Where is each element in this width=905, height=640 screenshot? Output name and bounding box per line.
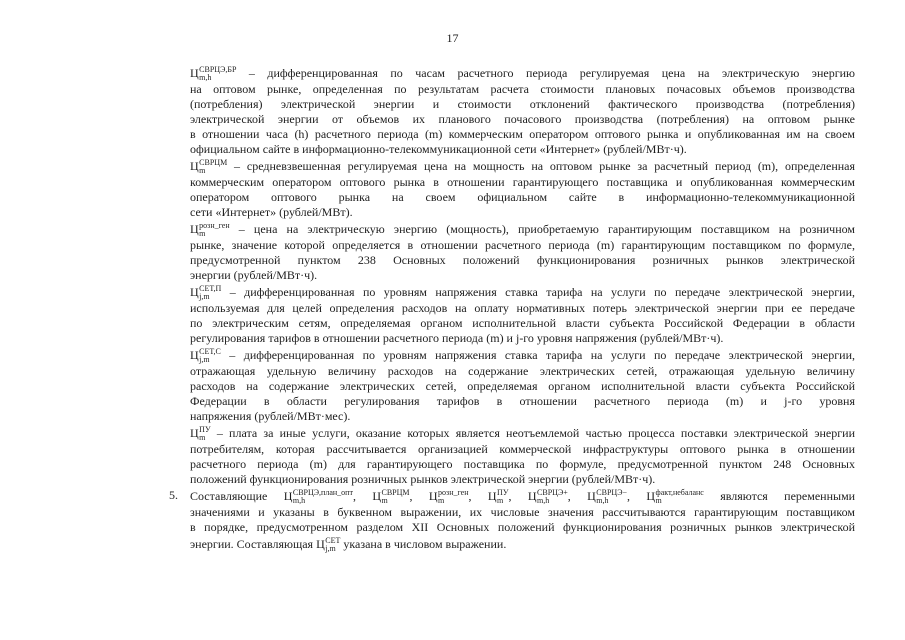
symbol-base: Ц — [190, 347, 199, 362]
symbol-subscript: j,m — [325, 543, 336, 553]
definition-first-line — [190, 157, 855, 175]
definition-line: коммерческим оператором оптового рынка в отношении гарантирующего поставщика и опубликованная коммерческим — [190, 174, 855, 189]
comma-separator: , — [409, 488, 413, 503]
definition-line: расчетного периода (m) для гарантирующего поставщика по формуле, предусмотренной пунктом 248 Основных — [190, 456, 855, 471]
definition-first-line — [190, 346, 855, 364]
symbol-subscript: m — [497, 495, 504, 505]
comma-separator: , — [567, 488, 571, 503]
definition-line: отражающая удельную величину расходов на содержание электрических сетей, отражающая удельную величину — [190, 363, 855, 378]
symbol-base: Ц — [190, 284, 199, 299]
symbol-svrtse-plus — [528, 488, 571, 505]
symbol-set — [316, 536, 340, 553]
definition-line: (потребления) электрической энергии и стоимости отклонений фактического производства (потребления) — [190, 96, 855, 111]
symbol-scripts — [381, 488, 409, 505]
symbol-subscript: m — [381, 495, 388, 505]
symbol-superscript: розн_ген — [438, 487, 469, 497]
symbol-scripts — [438, 488, 468, 505]
symbol-pu — [190, 425, 211, 442]
comma-separator: , — [627, 488, 630, 503]
symbol-svrtsm — [372, 488, 412, 505]
symbol-superscript: розн_ген — [199, 220, 230, 230]
symbol-subscript: m — [199, 228, 206, 238]
definition-set-p — [190, 283, 855, 346]
definition-first-line — [190, 424, 855, 442]
symbol-base: Ц — [190, 65, 199, 80]
symbol-superscript: СВРЦЭ,БР — [199, 64, 237, 74]
definition-svrtsm — [190, 157, 855, 220]
symbol-scripts — [596, 488, 627, 505]
symbol-scripts — [199, 347, 221, 364]
symbol-superscript: СВРЦМ — [381, 487, 410, 497]
symbol-base: Ц — [283, 488, 293, 503]
definition-line: по электрическим сетям, определяемая органом исполнительной власти субъекта Российской Федерации в области — [190, 315, 855, 330]
symbol-base: Ц — [587, 488, 596, 503]
item-5-line: в порядке, предусмотренном разделом XII Основных положений функционирования розничных рынков электрической — [190, 519, 855, 534]
item-5-first-line — [169, 487, 856, 505]
symbol-superscript: СВРЦЭ+ — [537, 487, 568, 497]
definition-text: – дифференцированная по уровням напряжения ставка тарифа на услуги по передаче электрической энергии, — [229, 284, 856, 299]
definition-line: используемая для целей определения расходов на оплату нормативных потерь электрической энергии при ее передаче — [190, 300, 855, 315]
symbol-set-p — [190, 284, 221, 301]
symbol-superscript: СВРЦМ — [199, 157, 228, 167]
definition-line: регулирования тарифов в отношении расчетного периода (m) и j-го уровня напряжения (рублей/МВт·ч). — [190, 330, 724, 345]
symbol-svrtse-plan-opt — [284, 488, 356, 505]
definition-line: расходов на содержание электрических сетей, определяемая органом исполнительной власти субъекта Российской — [190, 378, 855, 393]
definition-line: на оптовом рынке, определенная по результатам расчета стоимости плановых почасовых объемов производства — [190, 81, 855, 96]
symbol-scripts — [293, 488, 353, 505]
item-5-first-line-end: являются переменными — [720, 488, 856, 503]
symbol-scripts — [199, 65, 236, 82]
symbol-superscript: СВРЦЭ− — [596, 487, 627, 497]
item-5-last-line — [190, 535, 855, 553]
definition-text: – дифференцированная по уровням напряжения ставка тарифа на услуги по передаче электрической энергии, — [229, 347, 856, 362]
definition-pu — [190, 424, 855, 487]
symbol-superscript: ПУ — [497, 487, 509, 497]
symbol-subscript: m,h — [596, 495, 609, 505]
symbol-svrtse-minus — [587, 488, 630, 505]
symbol-rozn-gen — [429, 488, 472, 505]
comma-separator: , — [508, 488, 512, 503]
symbol-scripts — [497, 488, 508, 505]
definition-line: Федерации в области регулирования тарифов в отношении расчетного периода (m) и j-го уровня — [190, 393, 855, 408]
symbol-scripts — [325, 536, 340, 553]
symbol-subscript: m — [655, 495, 662, 505]
symbol-scripts — [199, 284, 221, 301]
item-5 — [169, 487, 856, 553]
definition-line: оператором оптового рынка на своем официальном сайте в информационно-телекоммуникационной — [190, 189, 855, 204]
symbol-superscript: СЕТ,П — [199, 283, 222, 293]
symbol-subscript: m — [199, 432, 206, 442]
definition-text: – цена на электрическую энергию (мощность), приобретаемую гарантирующим поставщиком на розничном — [238, 221, 855, 236]
symbol-scripts — [199, 425, 210, 442]
comma-separator: , — [352, 488, 356, 503]
symbol-base: Ц — [646, 488, 656, 503]
definition-text: – средневзвешенная регулируемая цена на мощность на оптовом рынке за расчетный период (m), определенная — [234, 158, 856, 173]
document-body — [169, 64, 856, 553]
definition-line: предусмотренной пунктом 238 Основных положений функционирования розничных рынков электрической — [190, 252, 855, 267]
symbol-subscript: m — [199, 165, 206, 175]
symbol-base: Ц — [527, 488, 537, 503]
definition-text: – плата за иные услуги, оказание которых является неотъемлемой частью процесса поставки электрической энергии — [216, 425, 856, 440]
definition-line: энергии (рублей/МВт·ч). — [190, 267, 318, 282]
symbol-scripts — [537, 488, 568, 505]
definition-line: напряжения (рублей/МВт·мес). — [190, 408, 351, 423]
definition-line: электрической энергии от объемов их планового почасового производства (потребления) на оптовом рынке — [190, 111, 855, 126]
definition-line: рынке, значение которой определяется в отношении расчетного периода (m) гарантирующим поставщиком по формуле, — [190, 237, 855, 252]
symbol-superscript: факт,небаланс — [655, 487, 704, 497]
definition-first-line — [190, 283, 855, 301]
symbol-subscript: m,h — [199, 72, 212, 82]
symbol-svrtsm — [190, 158, 227, 175]
symbol-superscript: СЕТ — [325, 535, 341, 545]
symbol-base: Ц — [487, 488, 497, 503]
comma-separator: , — [468, 488, 472, 503]
symbol-set-s — [190, 347, 221, 364]
symbol-scripts — [199, 158, 227, 175]
symbol-subscript: j,m — [199, 291, 210, 301]
symbol-pu — [488, 488, 512, 505]
item-5-last-line-end: указана в числовом выражении. — [343, 536, 507, 551]
symbol-scripts — [656, 488, 704, 505]
definition-line: в отношении часа (h) расчетного периода (m) коммерческим оператором оптового рынка и опубликованная им на своем — [190, 126, 855, 141]
symbol-superscript: СЕТ,С — [199, 346, 221, 356]
item-5-line: значениями и указаны в буквенном выражении, их числовые значения рассчитываются гарантирующим поставщиком — [190, 504, 855, 519]
definition-line: сети «Интернет» (рублей/МВт). — [190, 204, 353, 219]
definition-text: – дифференцированная по часам расчетного периода регулируемая цена на электрическую энергию — [248, 65, 856, 80]
symbol-subscript: m,h — [292, 495, 306, 505]
symbol-fakt-nebalans — [646, 488, 703, 505]
item-5-last-line-start: энергии. Составляющая — [190, 536, 314, 551]
definition-first-line — [190, 220, 855, 238]
definition-line: официальном сайте в информационно-телекоммуникационной сети «Интернет» (рублей/МВт·ч). — [190, 141, 687, 156]
symbol-rozn-gen — [190, 221, 230, 238]
symbol-scripts — [199, 221, 229, 238]
definition-rozn-gen — [190, 220, 855, 283]
definition-line: положений функционирования розничных рынков электрической энергии (рублей/МВт·ч). — [190, 471, 656, 486]
item-number: 5. — [169, 487, 178, 502]
symbol-base: Ц — [190, 158, 199, 173]
symbol-base: Ц — [316, 536, 325, 551]
symbol-subscript: m,h — [537, 495, 550, 505]
symbol-base: Ц — [428, 488, 438, 503]
symbol-superscript: СВРЦЭ,план_опт — [292, 487, 353, 497]
symbol-superscript: ПУ — [199, 424, 211, 434]
definition-set-s — [190, 346, 855, 424]
symbol-base: Ц — [372, 488, 381, 503]
symbol-svrtse-br — [190, 65, 236, 82]
item-5-lead: Составляющие — [190, 488, 268, 503]
symbol-base: Ц — [190, 425, 199, 440]
symbol-subscript: m — [438, 495, 445, 505]
symbol-subscript: j,m — [199, 354, 210, 364]
definition-svrtse-br — [190, 64, 855, 157]
symbol-base: Ц — [190, 221, 199, 236]
definition-line: потребителям, которая рассчитывается организацией коммерческой инфраструктуры оптового рынка в отношении — [190, 441, 855, 456]
definition-first-line — [190, 64, 855, 82]
page-number: 17 — [446, 31, 459, 45]
